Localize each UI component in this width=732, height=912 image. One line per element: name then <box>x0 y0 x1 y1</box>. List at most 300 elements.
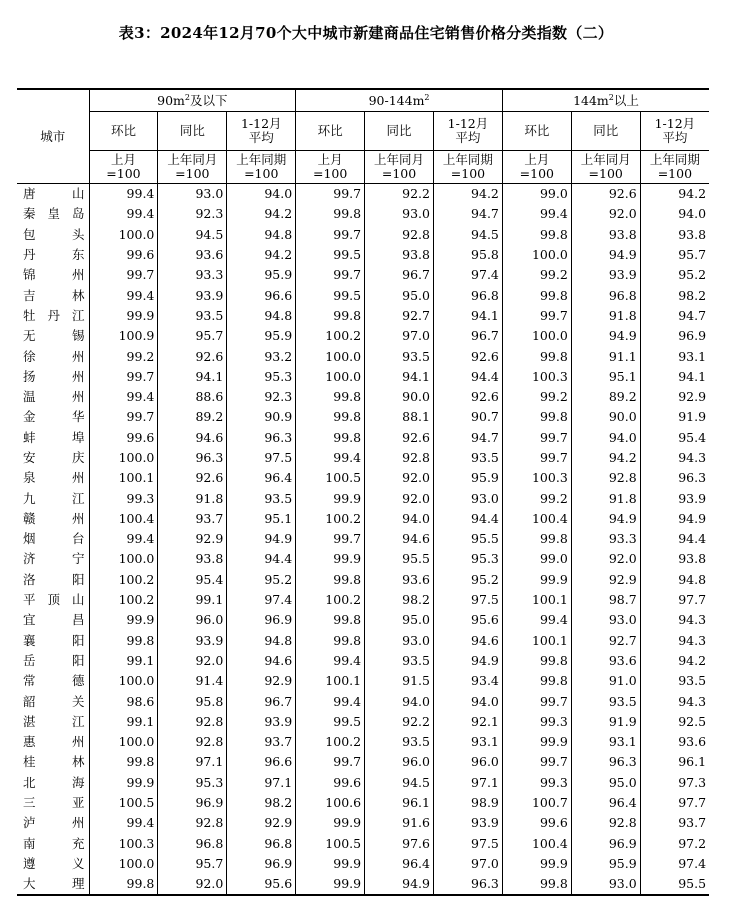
index-value: 97.1 <box>433 773 502 793</box>
index-value: 97.0 <box>433 854 502 874</box>
index-value: 94.5 <box>433 225 502 245</box>
index-value: 94.2 <box>433 184 502 205</box>
index-value: 99.4 <box>296 448 365 468</box>
city-name-text: 牡 丹 江 <box>23 307 85 323</box>
index-value: 92.8 <box>365 448 434 468</box>
city-name <box>17 306 89 326</box>
index-value: 94.6 <box>433 631 502 651</box>
city-name <box>17 285 89 305</box>
city-name-text: 金 华 <box>23 409 85 425</box>
index-value: 95.6 <box>433 610 502 630</box>
index-value: 100.2 <box>296 590 365 610</box>
index-value: 96.3 <box>433 874 502 895</box>
indicator-label: 同比 <box>386 123 412 138</box>
city-name-text: 湛 江 <box>23 713 85 729</box>
city-name-text: 岳 阳 <box>23 652 85 668</box>
indicator-header <box>227 112 296 151</box>
table-row <box>17 793 709 813</box>
index-value: 93.5 <box>365 651 434 671</box>
index-value: 93.7 <box>227 732 296 752</box>
index-value: 95.5 <box>365 549 434 569</box>
index-value: 97.6 <box>365 834 434 854</box>
index-value: 99.4 <box>89 285 158 305</box>
index-value: 98.6 <box>89 691 158 711</box>
index-value: 94.0 <box>433 691 502 711</box>
index-value: 94.3 <box>678 612 707 628</box>
city-name <box>17 529 89 549</box>
index-value: 92.8 <box>571 468 640 488</box>
index-value: 95.3 <box>433 549 502 569</box>
table-header <box>17 89 709 184</box>
city-name-text: 包 头 <box>23 226 85 242</box>
index-value: 93.5 <box>365 732 434 752</box>
table-row <box>17 468 709 488</box>
base-header <box>158 151 227 184</box>
city-name-text: 平 顶 山 <box>23 592 85 608</box>
index-value: 96.8 <box>433 285 502 305</box>
index-value: 95.8 <box>158 691 227 711</box>
index-value: 95.7 <box>158 326 227 346</box>
group-label-sup: 2 <box>184 92 191 102</box>
indicator-label: 同比 <box>179 123 205 138</box>
city-name <box>17 407 89 427</box>
table-row <box>17 448 709 468</box>
base-label: =100 <box>175 166 210 181</box>
index-value: 99.2 <box>89 346 158 366</box>
city-name <box>17 610 89 630</box>
index-value: 94.9 <box>433 651 502 671</box>
index-value: 92.9 <box>571 570 640 590</box>
index-value: 100.2 <box>89 570 158 590</box>
base-label: =100 <box>312 166 348 181</box>
table-row <box>17 346 709 366</box>
index-value: 93.6 <box>678 734 707 750</box>
index-value: 92.1 <box>433 712 502 732</box>
index-value: 95.9 <box>433 468 502 488</box>
index-value: 94.2 <box>571 448 640 468</box>
index-value: 92.6 <box>433 387 502 407</box>
index-value: 92.7 <box>571 631 640 651</box>
index-value: 100.1 <box>502 590 571 610</box>
index-value: 94.3 <box>678 450 707 465</box>
index-value: 92.2 <box>365 712 434 732</box>
index-value: 96.8 <box>571 285 640 305</box>
indicator-header <box>502 112 571 151</box>
index-value: 99.8 <box>296 407 365 427</box>
table-row <box>17 184 709 205</box>
index-value: 96.0 <box>365 752 434 772</box>
index-value: 99.7 <box>502 428 571 448</box>
city-name <box>17 813 89 833</box>
index-value: 92.9 <box>227 813 296 833</box>
city-name-text: 大 理 <box>23 876 85 892</box>
index-value: 99.8 <box>296 631 365 651</box>
indicator-label: 同比 <box>593 123 619 138</box>
indicator-header <box>296 112 365 151</box>
index-value: 94.8 <box>227 631 296 651</box>
city-name-text: 桂 林 <box>23 754 85 770</box>
index-value: 95.1 <box>571 367 640 387</box>
index-value: 96.6 <box>227 752 296 772</box>
index-value: 95.7 <box>158 854 227 874</box>
base-label: 上年同期 <box>236 152 287 167</box>
base-label: =100 <box>106 166 141 181</box>
city-name-text: 安 庆 <box>23 450 85 465</box>
base-header <box>571 151 640 184</box>
index-value: 99.8 <box>502 874 571 895</box>
index-value: 93.8 <box>678 551 707 567</box>
city-name <box>17 793 89 813</box>
table-row <box>17 549 709 569</box>
index-value: 96.1 <box>365 793 434 813</box>
index-value: 95.0 <box>365 610 434 630</box>
index-value: 99.7 <box>296 529 365 549</box>
index-value: 93.1 <box>571 732 640 752</box>
index-value: 97.5 <box>433 590 502 610</box>
city-name-text: 惠 州 <box>23 734 85 750</box>
index-value: 92.8 <box>158 712 227 732</box>
city-name <box>17 732 89 752</box>
index-value: 92.0 <box>365 468 434 488</box>
city-name <box>17 326 89 346</box>
city-name <box>17 204 89 224</box>
city-name <box>17 225 89 245</box>
indicator-header <box>433 112 502 151</box>
index-value: 96.8 <box>227 834 296 854</box>
table-row <box>17 712 709 732</box>
base-label: =100 <box>519 166 554 181</box>
table-row <box>17 752 709 772</box>
index-value: 97.3 <box>678 774 707 790</box>
index-value: 99.7 <box>296 225 365 245</box>
base-label: 上月 <box>524 152 550 167</box>
table-row <box>17 631 709 651</box>
index-value: 97.1 <box>158 752 227 772</box>
index-value: 99.8 <box>502 225 571 245</box>
city-name-text: 三 亚 <box>23 795 85 811</box>
index-value: 91.9 <box>571 712 640 732</box>
index-value: 93.5 <box>365 346 434 366</box>
index-value: 96.9 <box>227 610 296 630</box>
index-value: 94.0 <box>365 691 434 711</box>
index-value: 96.8 <box>158 834 227 854</box>
table-row <box>17 874 709 895</box>
indicator-label: 1-12月 <box>240 116 282 131</box>
index-value: 96.9 <box>571 834 640 854</box>
index-value: 99.6 <box>89 428 158 448</box>
index-value: 93.3 <box>158 265 227 285</box>
indicator-label: 环比 <box>110 123 136 138</box>
indicator-header <box>640 112 709 151</box>
index-value: 94.7 <box>433 204 502 224</box>
city-name <box>17 874 89 895</box>
index-value: 93.0 <box>571 610 640 630</box>
index-value: 99.7 <box>502 306 571 326</box>
index-value: 94.4 <box>227 549 296 569</box>
group-label-prefix: 144m <box>573 92 609 108</box>
index-value: 98.2 <box>227 793 296 813</box>
index-value: 93.0 <box>571 874 640 895</box>
index-value: 93.0 <box>158 184 227 205</box>
index-value: 92.7 <box>365 306 434 326</box>
index-value: 96.9 <box>227 854 296 874</box>
index-value: 99.8 <box>296 570 365 590</box>
index-value: 95.2 <box>433 570 502 590</box>
index-value: 93.0 <box>365 204 434 224</box>
index-value: 93.6 <box>571 651 640 671</box>
city-name-text: 襄 阳 <box>23 632 85 648</box>
index-value: 99.8 <box>502 346 571 366</box>
index-value: 97.0 <box>365 326 434 346</box>
base-header <box>89 151 158 184</box>
index-value: 100.5 <box>296 834 365 854</box>
table-row <box>17 265 709 285</box>
table-row <box>17 488 709 508</box>
index-value: 94.8 <box>678 571 707 587</box>
index-value: 94.9 <box>227 529 296 549</box>
index-value: 95.6 <box>227 874 296 895</box>
indicator-header <box>365 112 434 151</box>
index-value: 99.4 <box>89 529 158 549</box>
index-value: 94.1 <box>433 306 502 326</box>
index-value: 92.9 <box>227 671 296 691</box>
city-name-text: 济 宁 <box>23 551 85 567</box>
city-name <box>17 184 89 205</box>
table-row <box>17 529 709 549</box>
index-value: 95.9 <box>227 265 296 285</box>
table-row <box>17 285 709 305</box>
index-value: 96.4 <box>227 468 296 488</box>
index-value: 99.1 <box>89 712 158 732</box>
index-value: 92.2 <box>365 184 434 205</box>
table-row <box>17 204 709 224</box>
index-value: 96.1 <box>678 754 707 770</box>
table-row <box>17 773 709 793</box>
base-label: 上年同月 <box>167 152 218 167</box>
index-value: 94.9 <box>571 326 640 346</box>
index-value: 99.9 <box>296 854 365 874</box>
base-label: 上月 <box>317 152 343 167</box>
city-name <box>17 428 89 448</box>
indicator-header <box>158 112 227 151</box>
index-value: 88.1 <box>365 407 434 427</box>
city-name-text: 遵 义 <box>23 855 85 871</box>
base-label: 上年同月 <box>580 152 631 167</box>
city-name-text: 泸 州 <box>23 815 85 831</box>
index-value: 100.2 <box>296 509 365 529</box>
base-label: =100 <box>657 166 693 181</box>
index-value: 90.0 <box>571 407 640 427</box>
index-value: 94.9 <box>571 245 640 265</box>
city-name <box>17 854 89 874</box>
index-value: 92.3 <box>158 204 227 224</box>
index-value: 94.8 <box>227 306 296 326</box>
base-label: =100 <box>588 166 623 181</box>
index-value: 100.3 <box>502 468 571 488</box>
index-value: 96.9 <box>678 328 707 344</box>
index-value: 100.1 <box>502 631 571 651</box>
index-value: 97.7 <box>678 592 707 608</box>
index-value: 93.7 <box>678 815 707 831</box>
index-value: 92.6 <box>365 428 434 448</box>
index-value: 100.0 <box>89 671 158 691</box>
index-value: 99.3 <box>502 773 571 793</box>
table-row <box>17 854 709 874</box>
index-value: 93.7 <box>158 509 227 529</box>
table-row <box>17 326 709 346</box>
index-value: 93.8 <box>365 245 434 265</box>
base-header <box>296 151 365 184</box>
index-value: 100.4 <box>502 834 571 854</box>
group-label-sup: 2 <box>424 92 430 102</box>
index-value: 94.7 <box>433 428 502 448</box>
index-value: 99.4 <box>89 813 158 833</box>
index-value: 99.2 <box>502 488 571 508</box>
index-value: 98.9 <box>433 793 502 813</box>
city-name <box>17 631 89 651</box>
index-value: 99.4 <box>296 691 365 711</box>
base-label: 上年同期 <box>442 152 493 167</box>
index-value: 92.6 <box>158 346 227 366</box>
index-value: 95.0 <box>365 285 434 305</box>
index-value: 93.0 <box>365 631 434 651</box>
index-value: 99.9 <box>89 773 158 793</box>
index-value: 93.3 <box>571 529 640 549</box>
index-value: 94.0 <box>571 428 640 448</box>
index-value: 94.4 <box>433 367 502 387</box>
group-label-suffix: 及以下 <box>190 92 228 108</box>
city-name-text: 秦 皇 岛 <box>23 206 85 222</box>
index-value: 94.1 <box>158 367 227 387</box>
table-title: 表3：2024年12月70个大中城市新建商品住宅销售价格分类指数（二） <box>118 24 614 42</box>
index-value: 97.4 <box>227 590 296 610</box>
index-value: 89.2 <box>571 387 640 407</box>
index-value: 93.9 <box>433 813 502 833</box>
city-name <box>17 367 89 387</box>
index-value: 100.2 <box>89 590 158 610</box>
index-value: 93.6 <box>158 245 227 265</box>
header-row-indicator <box>17 112 709 151</box>
index-value: 100.0 <box>89 732 158 752</box>
index-value: 92.0 <box>158 874 227 895</box>
index-value: 95.1 <box>227 509 296 529</box>
index-value: 99.9 <box>296 488 365 508</box>
table-row <box>17 610 709 630</box>
index-value: 99.5 <box>296 245 365 265</box>
index-value: 92.8 <box>571 813 640 833</box>
city-name-text: 温 州 <box>23 389 85 405</box>
index-value: 92.8 <box>365 225 434 245</box>
index-value: 99.6 <box>296 773 365 793</box>
city-name <box>17 773 89 793</box>
index-value: 94.9 <box>571 509 640 529</box>
city-name <box>17 549 89 569</box>
index-value: 99.1 <box>89 651 158 671</box>
index-value: 91.9 <box>678 409 707 425</box>
index-value: 100.0 <box>296 367 365 387</box>
index-value: 94.2 <box>227 204 296 224</box>
group-header <box>502 89 709 112</box>
index-value: 99.9 <box>89 610 158 630</box>
index-value: 93.9 <box>678 490 707 506</box>
index-value: 92.0 <box>158 651 227 671</box>
base-label: =100 <box>450 166 486 181</box>
index-value: 91.8 <box>571 488 640 508</box>
city-name <box>17 509 89 529</box>
index-value: 91.0 <box>571 671 640 691</box>
index-value: 96.6 <box>227 285 296 305</box>
index-value: 100.0 <box>89 549 158 569</box>
group-label-suffix: 以上 <box>613 92 639 108</box>
base-label: =100 <box>244 166 279 181</box>
index-value: 94.1 <box>365 367 434 387</box>
index-value: 99.8 <box>502 407 571 427</box>
base-label: 上年同期 <box>649 152 700 167</box>
index-value: 99.7 <box>296 752 365 772</box>
index-value: 95.4 <box>678 429 707 445</box>
city-name <box>17 651 89 671</box>
city-name-text: 常 德 <box>23 673 85 689</box>
city-name-text: 锦 州 <box>23 267 85 283</box>
city-column-header: 城市 <box>17 89 89 184</box>
index-value: 100.0 <box>296 346 365 366</box>
index-value: 99.9 <box>296 549 365 569</box>
indicator-label: 平均 <box>455 130 481 145</box>
index-value: 94.2 <box>678 652 707 668</box>
index-value: 89.2 <box>158 407 227 427</box>
index-value: 96.7 <box>227 691 296 711</box>
index-value: 99.9 <box>502 732 571 752</box>
index-value: 94.4 <box>678 531 707 547</box>
index-value: 96.3 <box>571 752 640 772</box>
city-name <box>17 590 89 610</box>
table-row <box>17 590 709 610</box>
index-value: 99.6 <box>502 813 571 833</box>
table-row <box>17 387 709 407</box>
index-value: 99.4 <box>89 184 158 205</box>
index-value: 94.8 <box>227 225 296 245</box>
index-value: 99.9 <box>502 570 571 590</box>
base-header <box>433 151 502 184</box>
indicator-label: 1-12月 <box>654 116 696 131</box>
table-row <box>17 509 709 529</box>
index-value: 97.2 <box>678 835 707 851</box>
index-value: 94.1 <box>678 368 707 384</box>
index-value: 90.9 <box>227 407 296 427</box>
index-value: 93.5 <box>227 488 296 508</box>
index-value: 100.0 <box>89 854 158 874</box>
index-value: 91.5 <box>365 671 434 691</box>
table-row <box>17 570 709 590</box>
indicator-label: 平均 <box>248 130 274 145</box>
index-value: 92.9 <box>678 389 707 405</box>
index-value: 92.6 <box>433 346 502 366</box>
city-name-text: 韶 关 <box>23 693 85 709</box>
table-body <box>17 184 709 896</box>
city-name <box>17 245 89 265</box>
index-value: 93.5 <box>571 691 640 711</box>
indicator-label: 1-12月 <box>447 116 489 131</box>
index-value: 99.4 <box>502 204 571 224</box>
header-row-base <box>17 151 709 184</box>
index-value: 99.8 <box>89 631 158 651</box>
index-value: 99.8 <box>502 529 571 549</box>
index-value: 91.8 <box>571 306 640 326</box>
index-value: 95.2 <box>678 267 707 283</box>
base-label: 上月 <box>110 152 136 167</box>
index-value: 91.6 <box>365 813 434 833</box>
index-value: 99.4 <box>89 204 158 224</box>
